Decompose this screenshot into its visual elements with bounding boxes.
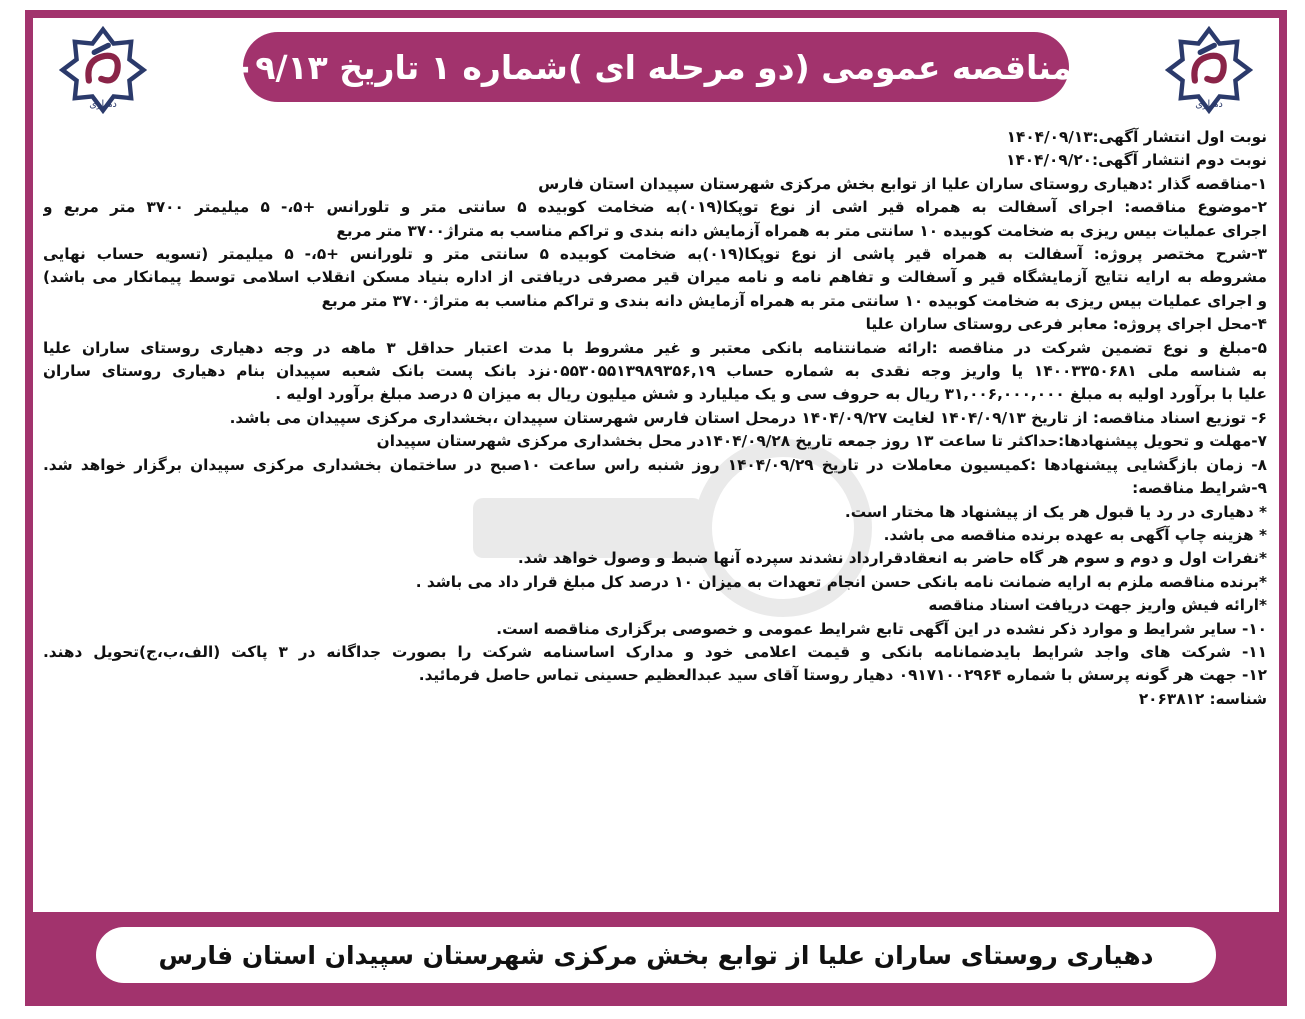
text-line: ۱۰- سایر شرایط و موارد ذکر نشده در این آگهی تابع شرایط عمومی و خصوصی برگزاری مناقصه است. — [496, 619, 1267, 638]
text-line: *برنده مناقصه ملزم به ارایه ضمانت نامه بانکی حسن انجام تعهدات به میزان ۱۰ درصد کل مبلغ قرار داد می باشد . — [415, 572, 1267, 591]
star-emblem-icon — [59, 26, 147, 114]
text-line: ۱۱- شرکت های واجد شرایط بایدضمانامه بانکی و قیمت اعلامی خود و مدارک اساسنامه شرکت را بصورت جداگانه در ۳ پاکت (الف،ب،ج)تحویل دهند. — [43, 642, 1267, 661]
text-line: اجرای عملیات بیس ریزی به ضخامت کوبیده ۱۰ سانتی متر به همراه آزمایش دانه بندی و تراکم مناسب به متراژ۳۷۰۰ متر مربع — [336, 221, 1267, 240]
logo-text: دهیاری — [1195, 98, 1223, 110]
text-line: ۶- توزیع اسناد مناقصه: از تاریخ ۱۴۰۴/۰۹/۱۳ لغایت ۱۴۰۴/۰۹/۲۷ درمحل استان فارس شهرستان سپیدان ،بخشداری مرکزی سپیدان می باشد. — [229, 408, 1267, 427]
star-emblem-icon — [1165, 26, 1253, 114]
text-line: ۲-موضوع مناقصه: اجرای آسفالت به همراه قیر اشی از نوع توپکا(۰۱۹)به ضخامت کوبیده ۵ سانتی متر و تلورانس +۵،- ۵ میلیمتر ۳۷۰۰ متر مربع و — [43, 198, 1267, 217]
title-banner — [142, 32, 1170, 102]
text-line: ۱۲- جهت هر گونه پرسش با شماره ۰۹۱۷۱۰۰۲۹۶۴ دهیار روستا آقای سید عبدالعظیم حسینی تماس حاصل فرمائید. — [418, 666, 1267, 685]
text-line: *نفرات اول و دوم و سوم هر گاه حاضر به انعقادقرارداد نشدند سپرده آنها ضبط و وصول خواهد شد. — [517, 549, 1267, 568]
text-line: *ارائه فیش واریز جهت دریافت اسناد مناقصه — [928, 596, 1267, 615]
text-line: ۷-مهلت و تحویل پیشنهادها:حداکثر تا ساعت ۱۳ روز جمعه تاریخ ۱۴۰۴/۰۹/۲۸در محل بخشداری مرکزی شهرستان سپیدان — [376, 432, 1267, 451]
text-line: نوبت اول انتشار آگهی:۱۴۰۴/۰۹/۱۳ — [1006, 128, 1267, 146]
text-line: * دهیاری در رد یا قبول هر یک از پیشنهاد ها مختار است. — [844, 502, 1267, 521]
text-line: نوبت دوم انتشار آگهی:۱۴۰۴/۰۹/۲۰ — [1006, 151, 1267, 170]
logo-text: دهیاری — [89, 98, 117, 110]
text-line: علیا با برآورد اولیه به مبلغ ۳۱,۰۰۶,۰۰۰,۰۰۰ ریال به حروف سی و یک میلیارد و شش میلیون ریال به میزان ۵ درصد مبلغ برآورد اولیه . — [275, 385, 1267, 404]
text-line: ۵-مبلغ و نوع تضمین شرکت در مناقصه :ارائه ضمانتنامه بانکی معتبر و غیر مشروط با مدت اعتبار حداقل ۳ ماهه در وجه دهیاری روستای ساران علیا — [43, 338, 1267, 357]
text-line: ۳-شرح مختصر پروژه: آسفالت به همراه قیر پاشی از نوع توپکا(۰۱۹)به ضخامت کوبیده ۵ سانتی متر و تلورانس +۵،- ۵ میلیمتر (تسویه حساب نهایی — [43, 245, 1267, 264]
notice-body — [43, 126, 1267, 711]
advertisement-body — [33, 18, 1279, 998]
footer-title: دهیاری روستای ساران علیا از توابع بخش مرکزی شهرستان سپیدان استان فارس — [158, 940, 1154, 970]
text-line: ۸- زمان بازگشایی پیشنهادها :کمیسیون معاملات در تاریخ ۱۴۰۴/۰۹/۲۹ روز شنبه راس ساعت ۱۰صبح در ساختمان بخشداری مرکزی سپیدان برگزار خواهد شد. — [43, 455, 1267, 474]
text-line: مشروطه به ارایه نتایج آزمایشگاه قیر و آسفالت و تفاهم نامه و نامه میران قیر مصرفی دریافتی از اداره بنیاد مسکن انقلاب اسلامی توسط پیمانکار می باشد) — [43, 268, 1267, 287]
page-title: آگهی مناقصه عمومی (دو مرحله ای )شماره ۱ تاریخ ۱۴۰۴/۰۹/۱۳ — [142, 47, 1170, 87]
advertisement-frame — [25, 10, 1287, 1006]
text-line: ۱-مناقصه گذار :دهیاری روستای ساران علیا از توابع بخش مرکزی شهرستان سپیدان استان فارس — [538, 174, 1267, 193]
text-line: * هزینه چاپ آگهی به عهده برنده مناقصه می باشد. — [883, 525, 1267, 544]
footer-banner — [96, 927, 1216, 983]
text-line: ۴-محل اجرای پروژه: معابر فرعی روستای ساران علیا — [865, 315, 1267, 334]
header — [33, 18, 1279, 118]
text-line: ۹-شرایط مناقصه: — [1132, 479, 1267, 498]
footer — [33, 912, 1279, 998]
text-line: به شناسه ملی ۱۴۰۰۳۳۵۰۶۸۱ یا واریز وجه نقدی به شماره حساب ۰۵۵۳۰۵۵۱۳۹۸۹۳۵۶,۱۹نزد بانک پست بانک شعبه سپیدان بنام دهیاری روستای ساران — [43, 362, 1267, 381]
text-line: شناسه: ۲۰۶۳۸۱۲ — [1138, 689, 1267, 708]
text-line: و اجرای عملیات بیس ریزی به ضخامت کوبیده ۱۰ سانتی متر به همراه آزمایش دانه بندی و تراکم مناسب به متراژ۳۷۰۰ متر مربع — [321, 291, 1267, 310]
